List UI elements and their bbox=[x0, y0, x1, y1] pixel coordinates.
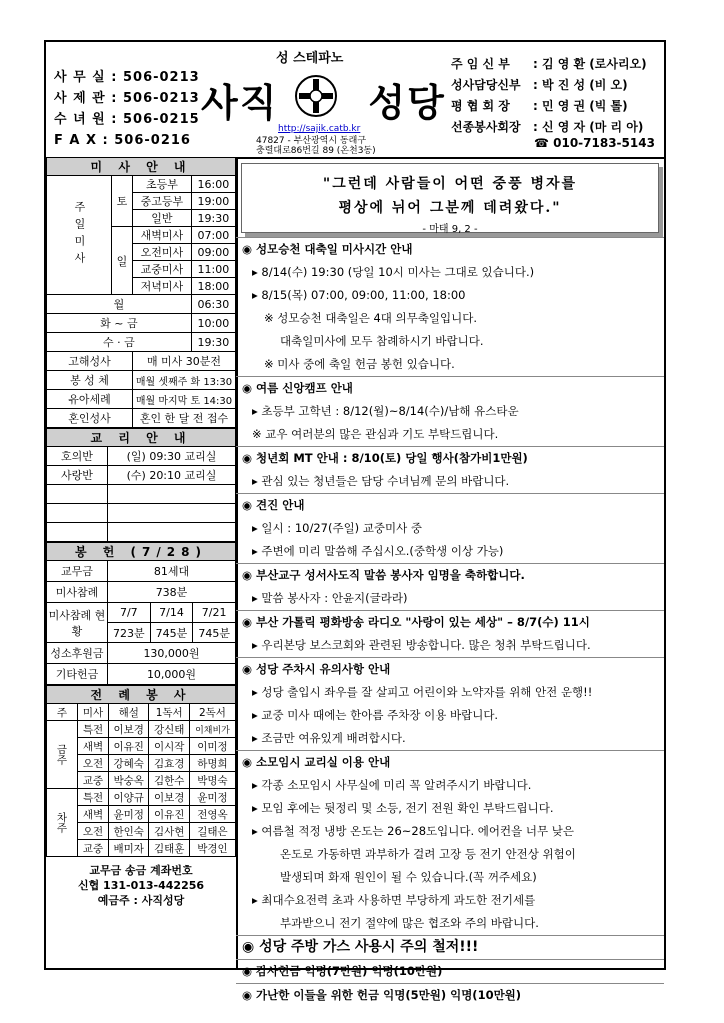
notice-line: 발생되며 화재 원인이 될 수 있습니다.(꼭 꺼주세요) bbox=[280, 870, 537, 884]
notice-line: ▸ 주변에 미리 말씀해 주십시오.(중학생 이상 가능) bbox=[252, 544, 504, 558]
notice-heading: ◉ 감사헌금 익명(7만원) 익명(10만원) bbox=[236, 959, 664, 983]
bank-account-info: 교무금 송금 계좌번호 신협 131-013-442256 예금주 : 사직성당 bbox=[77, 864, 205, 907]
notice-heading: ◉ 부산교구 성서사도직 말씀 봉사자 임명을 축하합니다. bbox=[236, 563, 664, 587]
notice-list bbox=[236, 237, 664, 1007]
notice-heading: ◉ 견진 안내 bbox=[236, 493, 664, 517]
quote-reference: - 마태 9, 2 - bbox=[422, 224, 478, 235]
sunday-label: 주일미사 bbox=[47, 176, 112, 295]
staff-council: 평 협 회 장 : 민 영 권 (빅 톨) bbox=[451, 99, 628, 113]
notice-line: ▸ 조금만 여유있게 배려합시다. bbox=[252, 731, 406, 745]
edu-table: 교 리 안 내 호의반 (일) 09:30 교리실 사랑반 (수) 20:10 교리실 bbox=[46, 428, 236, 542]
website-link[interactable]: http://sajik.catb.kr bbox=[278, 124, 361, 134]
notice-line: ▸ 우리본당 보스코회와 관련된 방송합니다. 많은 청취 부탁드립니다. bbox=[252, 638, 591, 652]
notice-line: ▸ 모임 후에는 뒷정리 및 소등, 전기 전원 확인 부탁드립니다. bbox=[252, 801, 554, 815]
patron-name: 성 스테파노 bbox=[276, 51, 344, 66]
staff-pastor: 주 임 신 부 : 김 영 환 (로사리오) bbox=[451, 57, 647, 71]
notice-line: ▸ 8/14(수) 19:30 (당일 10시 미사는 그대로 있습니다.) bbox=[252, 265, 535, 279]
notice-heading: ◉ 성당 주차시 유의사항 안내 bbox=[236, 657, 664, 681]
notice-line: ▸ 성당 출입시 좌우를 잘 살피고 어린이와 노약자를 위해 안전 운행!! bbox=[252, 685, 593, 699]
address: 47827 - 부산광역시 동래구 충렬대로86번길 89 (온천3동) bbox=[256, 136, 376, 156]
notice-line: ▸ 최대수요전력 초과 사용하면 부당하게 과도한 전기세를 bbox=[252, 893, 536, 907]
notice-line: 부과받으니 전기 절약에 많은 협조와 주의 바랍니다. bbox=[280, 916, 539, 930]
church-logo-icon bbox=[294, 74, 338, 118]
mass-table: 미 사 안 내 주일미사 토 초등부 16:00 중고등부 19:00 일반 19:30 일 새벽미사 07:00 오전미사 09:00 교중미사 11:00 저녁미사 18:00 월 06:30 화 ~ 금 10:00 수 · 금 19:30 고해성사 매 미사 30분전 봉 성 체 매월 셋째주 화 13:30 유아세례 매월 마지막 토 14:30 혼인성사 혼인 한 달 전 접수 bbox=[46, 157, 236, 428]
notice-line: ※ 성모승천 대축일은 4대 의무축일입니다. bbox=[264, 311, 477, 325]
notice-heading: ◉ 여름 신앙캠프 안내 bbox=[236, 376, 664, 400]
notice-line: ▸ 교중 미사 때에는 한아름 주차장 이용 바랍니다. bbox=[252, 708, 499, 722]
quote-line-1: "그런데 사람들이 어떤 중풍 병자를 bbox=[322, 176, 578, 192]
notice-line: ※ 미사 중에 축일 헌금 봉헌 있습니다. bbox=[264, 357, 455, 371]
notice-line: 온도로 가동하면 과부하가 걸려 고장 등 전기 안전상 위험이 bbox=[280, 847, 576, 861]
offering-table: 봉 헌 (7/28) 교무금 81세대 미사참례 738분 미사참례 현황 7/7 7/14 7/21 723분 745분 745분 성소후원금 130,000원 기타헌금 10,000원 bbox=[46, 542, 236, 685]
notice-heading: ◉ 성모승천 대축일 미사시간 안내 bbox=[236, 237, 664, 261]
contact-office: 사 무 실 : 506-0213 bbox=[54, 70, 200, 85]
staff-assistant: 성사담당신부 : 박 진 성 (비 오) bbox=[451, 78, 628, 92]
offering-section-title: 봉 헌 (7/28) bbox=[47, 543, 236, 561]
notice-line: ▸ 여름철 적정 냉방 온도는 26~28도입니다. 에어컨을 너무 낮은 bbox=[252, 824, 574, 838]
contact-list bbox=[54, 67, 200, 151]
notice-heading: ◉ 부산 가톨릭 평화방송 라디오 "사랑이 있는 세상" – 8/7(수) 11시 bbox=[236, 610, 664, 634]
staff-list bbox=[451, 54, 647, 138]
contact-convent: 수 녀 원 : 506-0215 bbox=[54, 112, 200, 127]
contact-fax: F A X : 506-0216 bbox=[54, 133, 191, 148]
notice-line: ▸ 말씀 봉사자 : 안윤지(글라라) bbox=[252, 591, 408, 605]
notice-line: 대축일미사에 모두 참례하시기 바랍니다. bbox=[280, 334, 484, 348]
notice-heading: ◉ 가난한 이들을 위한 헌금 익명(5만원) 익명(10만원) bbox=[236, 983, 664, 1007]
notice-line: ▸ 8/15(목) 07:00, 09:00, 11:00, 18:00 bbox=[252, 288, 466, 302]
notice-heading: ◉ 소모임시 교리실 이용 안내 bbox=[236, 750, 664, 774]
bulletin-frame bbox=[44, 40, 666, 1002]
notice-heading: ◉ 성당 주방 가스 사용시 주의 철저!!! bbox=[236, 935, 664, 959]
quote-line-2: 평상에 뉘어 그분께 데려왔다." bbox=[338, 200, 562, 216]
title-left: 사직 bbox=[201, 81, 279, 125]
notice-line: ▸ 각종 소모임시 사무실에 미리 꼭 알려주시기 바랍니다. bbox=[252, 778, 532, 792]
title-right: 성당 bbox=[368, 81, 446, 125]
header bbox=[46, 42, 664, 159]
phone-number: ☎ 010-7183-5143 bbox=[534, 136, 655, 150]
scripture-quote bbox=[241, 163, 659, 233]
notice-line: ▸ 관심 있는 청년들은 담당 수녀님께 문의 바랍니다. bbox=[252, 474, 510, 488]
mass-section-title: 미 사 안 내 bbox=[47, 158, 236, 176]
staff-funeral: 선종봉사회장 : 신 영 자 (마 리 아) bbox=[451, 120, 644, 134]
liturgy-service-table: 전 례 봉 사 주 미사 해설 1독서 2독서 금주 특전 이보경 강신태 이채비가 새벽 이유진 이시작 이미정 오전 강혜숙 김효경 하명희 교중 박숭옥 김한수 박명숙 차주 특전 이양규 이보경 윤미정 새벽 윤미정 이유진 전영옥 오전 한인숙 김사현 길태은 교중 배미자 김태훈 박경인 bbox=[46, 685, 236, 857]
sidebar bbox=[46, 157, 238, 968]
main-content bbox=[236, 157, 664, 1002]
service-section-title: 전 례 봉 사 bbox=[47, 686, 236, 704]
notice-line: ▸ 일시 : 10/27(주일) 교중미사 중 bbox=[252, 521, 423, 535]
notice-heading: ◉ 청년회 MT 안내 : 8/10(토) 당일 행사(참가비1만원) bbox=[236, 446, 664, 470]
notice-line: ▸ 초등부 고학년 : 8/12(월)~8/14(수)/남해 유스타운 bbox=[252, 404, 519, 418]
edu-section-title: 교 리 안 내 bbox=[47, 429, 236, 447]
notice-line: ※ 교우 여러분의 많은 관심과 기도 부탁드립니다. bbox=[252, 427, 499, 441]
contact-rectory: 사 제 관 : 506-0213 bbox=[54, 91, 200, 106]
